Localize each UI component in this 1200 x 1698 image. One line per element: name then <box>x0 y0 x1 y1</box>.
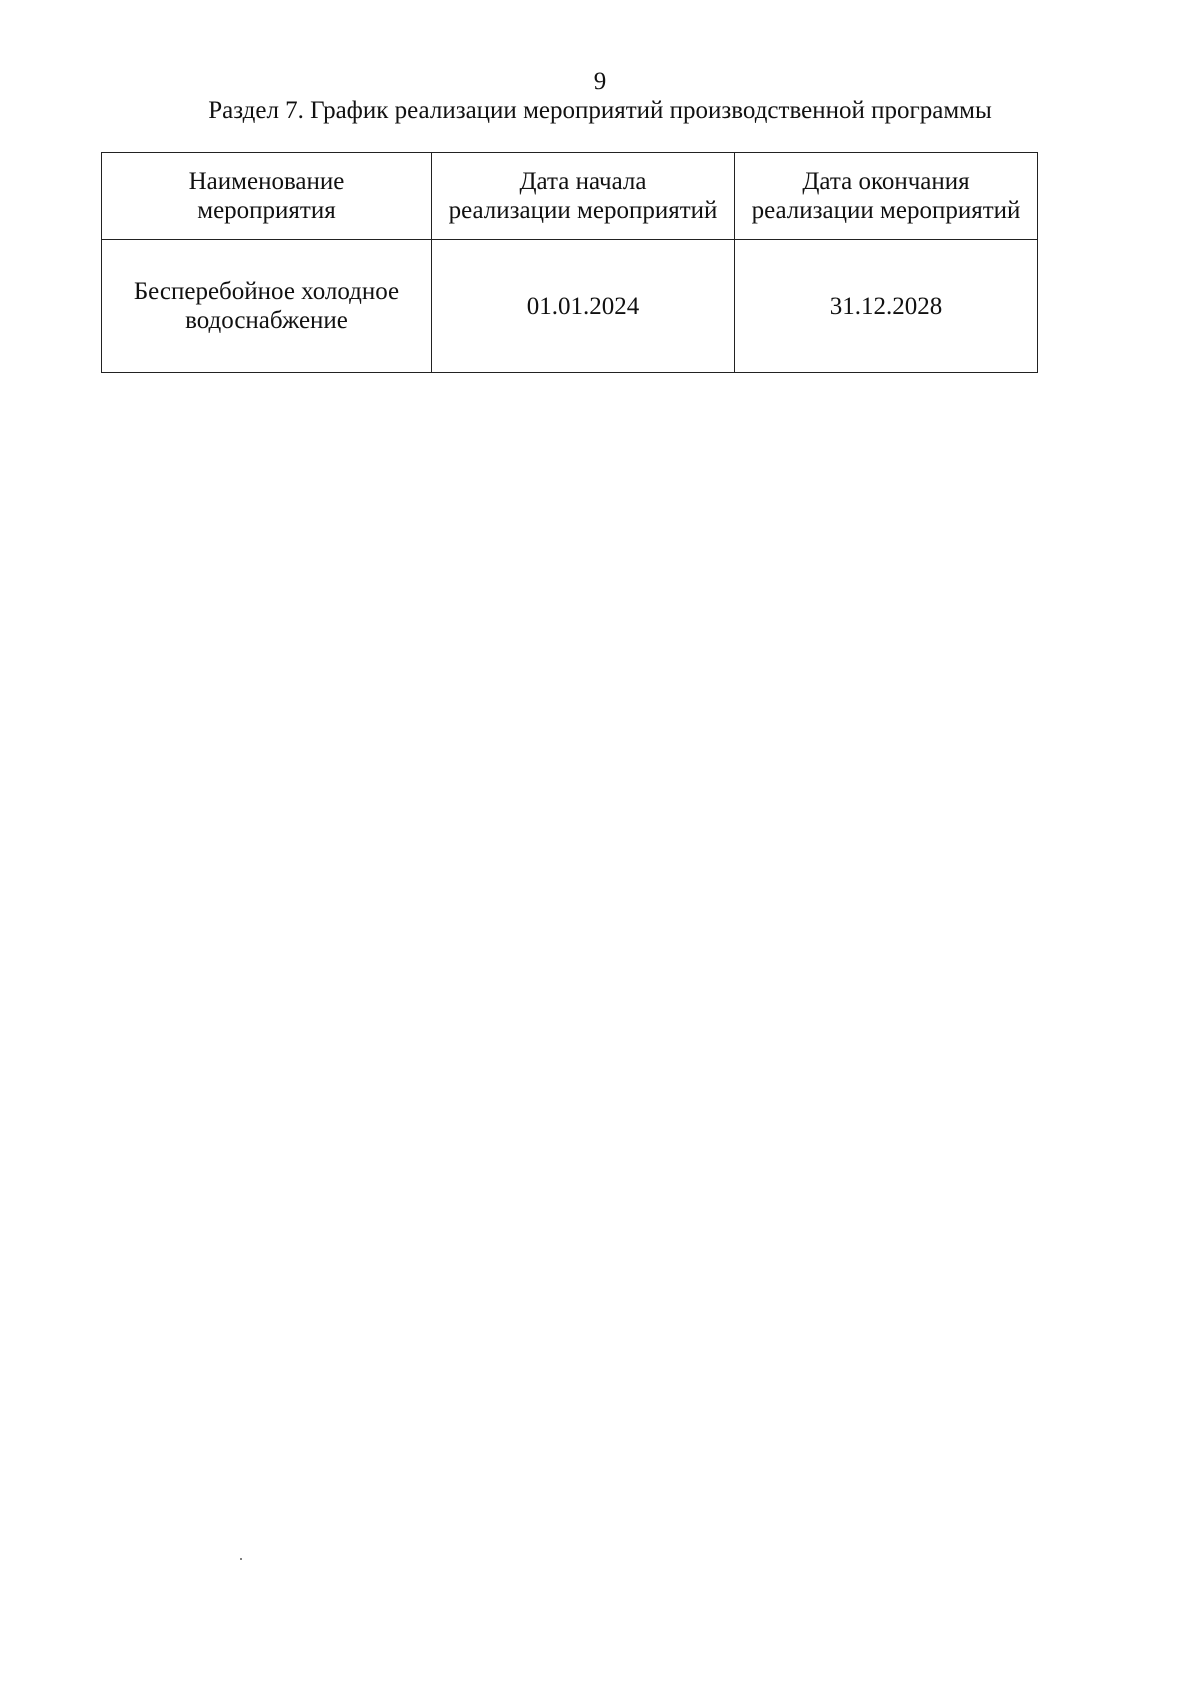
schedule-table <box>101 152 1038 373</box>
header-event-name-line2: мероприятия <box>197 197 336 224</box>
page-number: 9 <box>593 68 607 95</box>
header-start-date <box>432 153 735 240</box>
header-event-name <box>102 153 432 240</box>
header-start-date-line2: реализации мероприятий <box>448 197 718 224</box>
cell-end-date: 31.12.2028 <box>735 240 1038 373</box>
header-end-date <box>735 153 1038 240</box>
cell-start-date: 01.01.2024 <box>432 240 735 373</box>
table-row <box>102 240 1038 373</box>
header-start-date-line1: Дата начала <box>519 168 647 195</box>
scan-speck <box>240 1558 242 1560</box>
cell-event-name-line1: Бесперебойное холодное <box>133 278 400 305</box>
header-end-date-line1: Дата окончания <box>802 168 970 195</box>
table-header-row <box>102 153 1038 240</box>
header-event-name-line1: Наименование <box>188 168 345 195</box>
header-end-date-line2: реализации мероприятий <box>751 197 1021 224</box>
cell-event-name-line2: водоснабжение <box>185 307 348 334</box>
section-title: Раздел 7. График реализации мероприятий производственной программы <box>208 97 992 124</box>
cell-event-name <box>102 240 432 373</box>
